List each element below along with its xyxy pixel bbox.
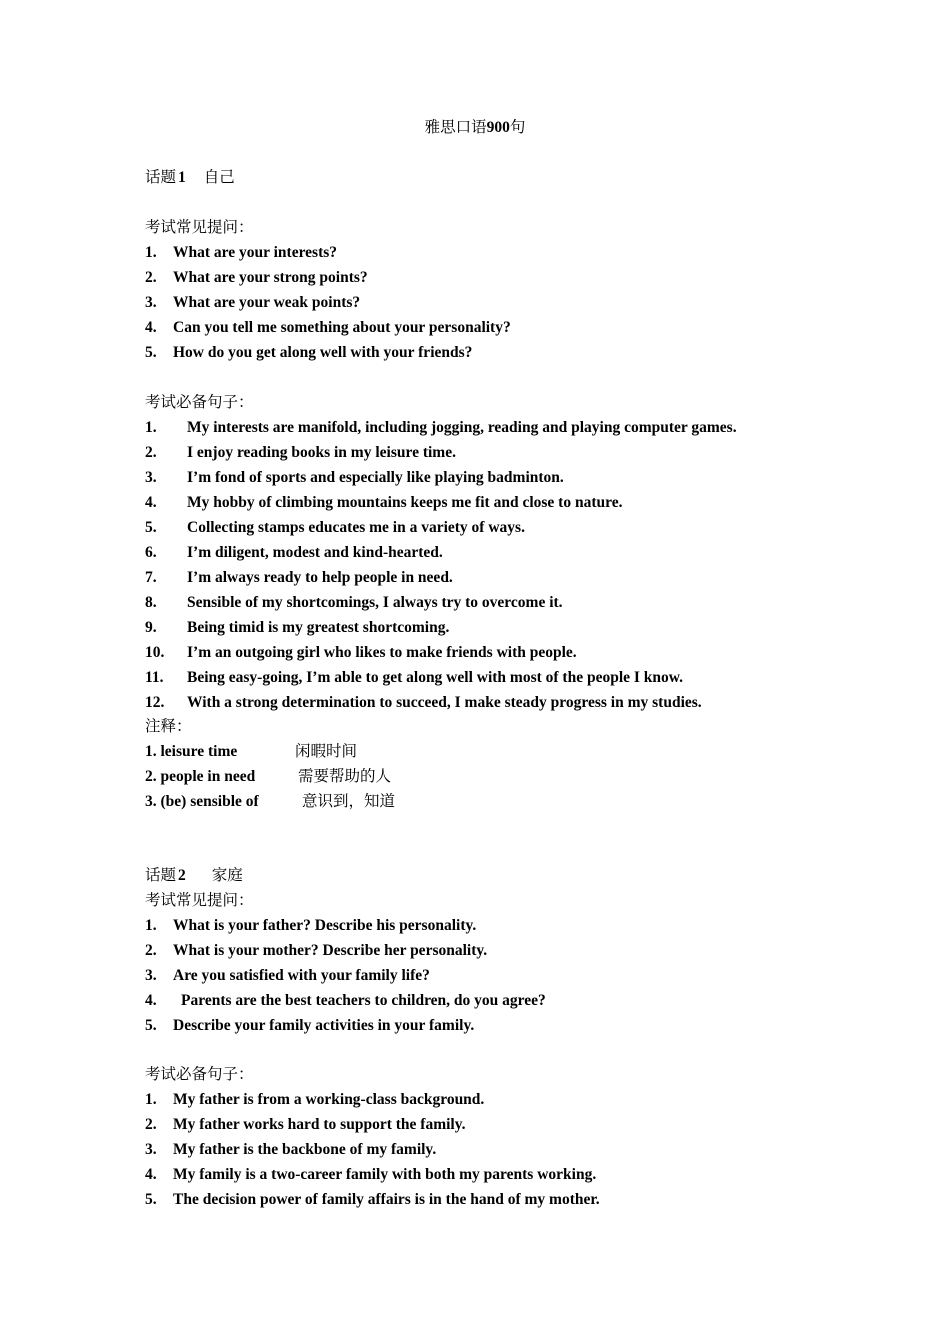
sentence-text: Sensible of my shortcomings, I always try to overcome it. bbox=[187, 594, 563, 611]
sentence-number: 5. bbox=[145, 1191, 157, 1208]
topic1-note-3 bbox=[145, 790, 395, 814]
topic2-question-1 bbox=[145, 914, 476, 938]
question-text: Parents are the best teachers to children, do you agree? bbox=[181, 992, 546, 1009]
topic1-question-3 bbox=[145, 291, 360, 315]
sentence-text: I’m diligent, modest and kind-hearted. bbox=[187, 544, 443, 561]
topic1-sentence-5 bbox=[145, 516, 525, 540]
sentence-number: 3. bbox=[145, 469, 157, 486]
sentence-number: 4. bbox=[145, 1166, 157, 1183]
sentence-text: The decision power of family affairs is in the hand of my mother. bbox=[173, 1191, 600, 1208]
title-suffix: 句 bbox=[509, 119, 526, 136]
note-meaning: 闲暇时间 bbox=[295, 743, 358, 760]
topic2-sentence-1 bbox=[145, 1088, 484, 1112]
topic1-sentences-heading: 考试必备句子： bbox=[145, 394, 254, 411]
sentence-number: 4. bbox=[145, 494, 157, 511]
question-number: 5. bbox=[145, 344, 157, 361]
sentence-number: 2. bbox=[145, 444, 157, 461]
title-number: 900 bbox=[486, 119, 510, 136]
note-term: 1. leisure time bbox=[145, 743, 238, 760]
question-number: 4. bbox=[145, 992, 157, 1009]
sentence-number: 11. bbox=[145, 669, 164, 686]
topic1-question-4 bbox=[145, 316, 511, 340]
topic1-sentence-8 bbox=[145, 591, 563, 615]
sentence-text: Being timid is my greatest shortcoming. bbox=[187, 619, 450, 636]
sentence-text: I’m always ready to help people in need. bbox=[187, 569, 453, 586]
sentence-text: My father works hard to support the family. bbox=[173, 1116, 466, 1133]
topic1-sentence-7 bbox=[145, 566, 453, 590]
topic1-sentence-12 bbox=[145, 691, 702, 715]
question-number: 3. bbox=[145, 294, 157, 311]
topic1-heading bbox=[145, 166, 235, 190]
question-text: What are your interests? bbox=[173, 244, 338, 261]
sentence-text: With a strong determination to succeed, I make steady progress in my studies. bbox=[187, 694, 702, 711]
question-text: Are you satisfied with your family life? bbox=[173, 967, 430, 984]
question-text: What are your weak points? bbox=[173, 294, 361, 311]
question-text: How do you get along well with your friends? bbox=[173, 344, 473, 361]
sentence-number: 9. bbox=[145, 619, 157, 636]
topic2-sentence-3 bbox=[145, 1138, 436, 1162]
question-text: Describe your family activities in your family. bbox=[173, 1017, 475, 1034]
topic1-label: 话题 bbox=[145, 169, 177, 186]
sentence-text: Collecting stamps educates me in a variety of ways. bbox=[187, 519, 525, 536]
sentence-number: 1. bbox=[145, 1091, 157, 1108]
question-text: What are your strong points? bbox=[173, 269, 368, 286]
topic1-name: 自己 bbox=[203, 169, 235, 186]
topic1-questions-heading: 考试常见提问： bbox=[145, 219, 254, 236]
sentence-number: 7. bbox=[145, 569, 157, 586]
question-number: 1. bbox=[145, 917, 157, 934]
topic1-sentence-4 bbox=[145, 491, 622, 515]
question-number: 3. bbox=[145, 967, 157, 984]
topic2-number: 2 bbox=[178, 867, 186, 884]
note-term: 3. (be) sensible of bbox=[145, 793, 259, 810]
document-title bbox=[0, 116, 950, 140]
topic1-sentence-3 bbox=[145, 466, 564, 490]
note-meaning: 意识到，知道 bbox=[302, 793, 396, 810]
topic1-sentence-10 bbox=[145, 641, 577, 665]
sentence-number: 1. bbox=[145, 419, 157, 436]
sentence-number: 10. bbox=[145, 644, 165, 661]
sentence-number: 3. bbox=[145, 1141, 157, 1158]
topic2-question-4 bbox=[145, 989, 546, 1013]
sentence-number: 5. bbox=[145, 519, 157, 536]
topic2-label: 话题 bbox=[145, 867, 177, 884]
sentence-text: Being easy-going, I’m able to get along well with most of the people I know. bbox=[187, 669, 683, 686]
question-number: 2. bbox=[145, 942, 157, 959]
question-number: 4. bbox=[145, 319, 157, 336]
question-number: 5. bbox=[145, 1017, 157, 1034]
sentence-text: My hobby of climbing mountains keeps me fit and close to nature. bbox=[187, 494, 623, 511]
question-number: 2. bbox=[145, 269, 157, 286]
topic1-sentence-11 bbox=[145, 666, 683, 690]
sentence-number: 12. bbox=[145, 694, 165, 711]
topic2-question-2 bbox=[145, 939, 487, 963]
sentence-number: 2. bbox=[145, 1116, 157, 1133]
topic2-sentence-2 bbox=[145, 1113, 466, 1137]
topic2-question-5 bbox=[145, 1014, 474, 1038]
topic1-note-2 bbox=[145, 765, 391, 789]
question-text: Can you tell me something about your personality? bbox=[173, 319, 511, 336]
sentence-number: 8. bbox=[145, 594, 157, 611]
topic1-number: 1 bbox=[178, 169, 186, 186]
topic1-notes-heading: 注释： bbox=[145, 718, 192, 735]
topic2-question-3 bbox=[145, 964, 430, 988]
topic2-name: 家庭 bbox=[211, 867, 243, 884]
topic2-heading bbox=[145, 864, 243, 888]
sentence-text: I’m fond of sports and especially like playing badminton. bbox=[187, 469, 564, 486]
topic1-question-1 bbox=[145, 241, 337, 265]
note-meaning: 需要帮助的人 bbox=[298, 768, 392, 785]
sentence-text: My family is a two-career family with both my parents working. bbox=[173, 1166, 597, 1183]
topic1-sentence-9 bbox=[145, 616, 449, 640]
question-text: What is your mother? Describe her personality. bbox=[173, 942, 488, 959]
question-number: 1. bbox=[145, 244, 157, 261]
sentence-text: My interests are manifold, including jogging, reading and playing computer games. bbox=[187, 419, 737, 436]
sentence-text: My father is the backbone of my family. bbox=[173, 1141, 437, 1158]
question-text: What is your father? Describe his personality. bbox=[173, 917, 477, 934]
note-term: 2. people in need bbox=[145, 768, 256, 785]
topic2-sentence-5 bbox=[145, 1188, 600, 1212]
topic1-sentence-6 bbox=[145, 541, 443, 565]
title-prefix: 雅思口语 bbox=[424, 119, 487, 136]
topic1-question-5 bbox=[145, 341, 472, 365]
sentence-text: My father is from a working-class background. bbox=[173, 1091, 485, 1108]
sentence-text: I’m an outgoing girl who likes to make friends with people. bbox=[187, 644, 577, 661]
topic2-sentences-heading: 考试必备句子： bbox=[145, 1066, 254, 1083]
topic2-sentence-4 bbox=[145, 1163, 596, 1187]
topic2-questions-heading: 考试常见提问： bbox=[145, 892, 254, 909]
sentence-number: 6. bbox=[145, 544, 157, 561]
topic1-sentence-2 bbox=[145, 441, 456, 465]
topic1-sentence-1 bbox=[145, 416, 737, 440]
topic1-note-1 bbox=[145, 740, 357, 764]
topic1-question-2 bbox=[145, 266, 368, 290]
sentence-text: I enjoy reading books in my leisure time. bbox=[187, 444, 456, 461]
